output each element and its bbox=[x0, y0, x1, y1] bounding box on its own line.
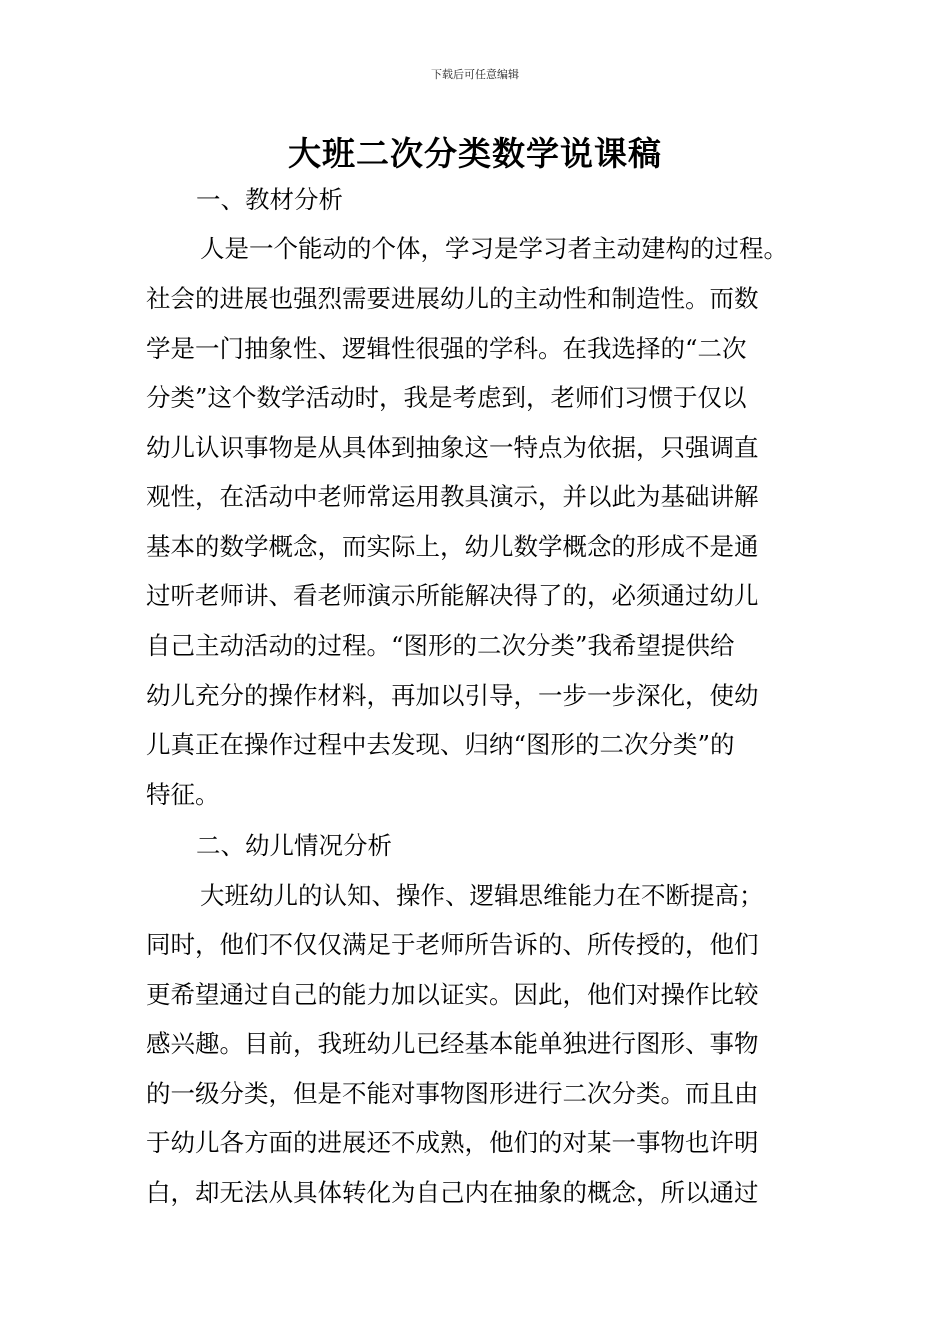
paragraph-line: 幼儿充分的操作材料，再加以引导，一步一步深化，使幼 bbox=[146, 681, 759, 710]
paragraph-line: 白，却无法从具体转化为自己内在抽象的概念，所以通过 bbox=[146, 1178, 759, 1207]
document-title: 大班二次分类数学说课稿 bbox=[288, 134, 662, 173]
paragraph-line: 同时，他们不仅仅满足于老师所告诉的、所传授的，他们 bbox=[146, 930, 759, 959]
header-note: 下载后可任意编辑 bbox=[431, 68, 519, 81]
paragraph-line: 基本的数学概念，而实际上，幼儿数学概念的形成不是通 bbox=[146, 532, 759, 561]
paragraph-line: 感兴趣。目前，我班幼儿已经基本能单独进行图形、事物 bbox=[146, 1029, 759, 1058]
paragraph-line: 幼儿认识事物是从具体到抽象这一特点为依据，只强调直 bbox=[146, 433, 759, 462]
paragraph-line: 过听老师讲、看老师演示所能解决得了的，必须通过幼儿 bbox=[146, 581, 759, 610]
paragraph-line: 学是一门抽象性、逻辑性很强的学科。在我选择的“二次 bbox=[146, 334, 747, 363]
paragraph-line: 大班幼儿的认知、操作、逻辑思维能力在不断提高； bbox=[200, 881, 764, 910]
paragraph-line: 自己主动活动的过程。“图形的二次分类”我希望提供给 bbox=[146, 631, 735, 660]
paragraph-line: 更希望通过自己的能力加以证实。因此，他们对操作比较 bbox=[146, 980, 759, 1009]
paragraph-line: 的一级分类，但是不能对事物图形进行二次分类。而且由 bbox=[146, 1079, 759, 1108]
section-heading-1: 一、教材分析 bbox=[196, 185, 343, 214]
paragraph-line: 分类”这个数学活动时，我是考虑到，老师们习惯于仅以 bbox=[146, 383, 747, 412]
paragraph-line: 儿真正在操作过程中去发现、归纳“图形的二次分类”的 bbox=[146, 730, 735, 759]
paragraph-line: 人是一个能动的个体，学习是学习者主动建构的过程。 bbox=[200, 234, 788, 263]
section-heading-2: 二、幼儿情况分析 bbox=[196, 831, 392, 860]
paragraph-line: 观性，在活动中老师常运用教具演示，并以此为基础讲解 bbox=[146, 482, 759, 511]
paragraph-line: 于幼儿各方面的进展还不成熟，他们的对某一事物也许明 bbox=[146, 1128, 759, 1157]
paragraph-line: 社会的进展也强烈需要进展幼儿的主动性和制造性。而数 bbox=[146, 284, 759, 313]
paragraph-line: 特征。 bbox=[146, 780, 220, 809]
